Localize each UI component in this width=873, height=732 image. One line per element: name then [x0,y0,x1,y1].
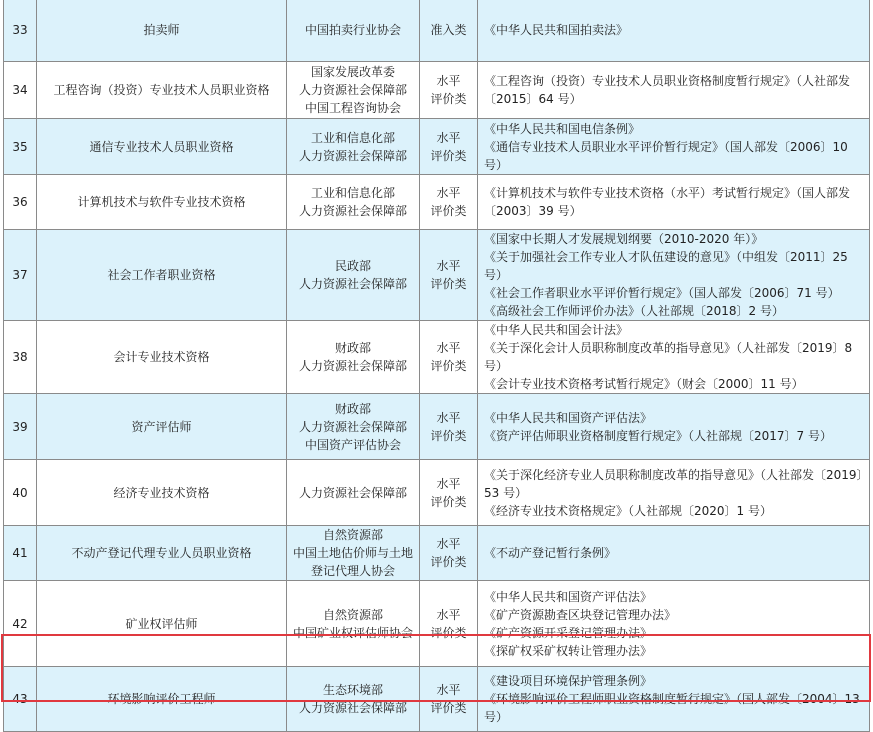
department-line: 自然资源部 [322,607,383,622]
qualification-name-line: 计算机技术与软件专业技术资格 [77,195,246,209]
row-number [4,394,37,460]
legal-basis-line: 《国家中长期人才发展规划纲要（2010-2020 年）》 [484,232,764,246]
row-number-line: 34 [12,83,28,97]
department-line: 人力资源社会保障部 [298,701,407,715]
row-number [4,0,37,62]
department-line: 国家发展改革委 [310,65,395,79]
department-line: 登记代理人协会 [310,564,395,578]
department-line: 中国资产评估协会 [304,437,401,452]
row-number [4,321,37,394]
row-number-line: 40 [12,485,28,500]
row-number [4,667,37,732]
row-number [4,460,37,526]
department-line: 生态环境部 [322,683,383,697]
row-number-line: 42 [12,616,28,631]
department-line: 民政部 [334,259,371,273]
table-row [4,230,870,321]
category-line: 评价类 [430,148,467,163]
legal-basis-line: 《高级社会工作师评价办法》（人社部规〔2018〕2 号） [484,304,784,318]
category-line: 评价类 [430,428,467,443]
row-number [4,230,37,321]
department-line: 中国土地估价师与土地 [292,546,413,560]
table-row [4,321,870,394]
department-line: 自然资源部 [322,528,383,542]
qualification-name-line: 经济专业技术资格 [113,485,210,500]
row-number-line: 37 [12,268,28,282]
category-line: 评价类 [430,204,467,218]
legal-basis [478,230,870,321]
category-line: 水平 [436,74,461,88]
legal-basis [478,0,870,62]
legal-basis-line: 《探矿权采矿权转让管理办法》 [484,643,653,658]
qualification-name-line: 不动产登记代理专业人员职业资格 [71,546,252,560]
qualification-name-line: 社会工作者职业资格 [107,268,216,282]
table-row [4,175,870,230]
legal-basis-line: 《关于加强社会工作专业人才队伍建设的意见》（中组发〔2011〕25 号） [484,250,848,282]
department-line: 中国拍卖行业协会 [304,23,401,37]
row-number [4,119,37,175]
qualification-name-line: 工程咨询（投资）专业技术人员职业资格 [53,83,270,97]
qualification-name-line: 会计专业技术资格 [113,350,210,364]
category-line: 评价类 [430,494,467,509]
category [420,460,478,526]
department [287,62,420,119]
category [420,394,478,460]
row-number-line: 35 [12,139,28,154]
legal-basis-line: 《经济专业技术资格规定》（人社部规〔2020〕1 号） [484,503,772,518]
department [287,581,420,667]
row-number [4,62,37,119]
legal-basis-line: 《矿产资源勘查区块登记管理办法》 [484,607,677,622]
department [287,321,420,394]
qualification-name [37,460,287,526]
qualification-name [37,581,287,667]
table-row [4,62,870,119]
qualification-name [37,321,287,394]
qualification-name [37,62,287,119]
qualification-name [37,667,287,732]
qualification-name [37,394,287,460]
category [420,175,478,230]
category-line: 水平 [436,259,461,273]
department [287,394,420,460]
legal-basis-line: 《中华人民共和国资产评估法》 [484,589,653,604]
legal-basis-line: 《关于深化会计人员职称制度改革的指导意见》（人社部发〔2019〕8 号） [484,341,853,373]
legal-basis-line: 《关于深化经济专业人员职称制度改革的指导意见》（人社部发〔2019〕53 号） [484,467,863,500]
table-row [4,581,870,667]
department-line: 工业和信息化部 [310,186,395,200]
row-number-line: 38 [12,350,28,364]
qualification-name-line: 通信专业技术人员职业资格 [89,139,234,154]
category-line: 评价类 [430,359,467,373]
department [287,667,420,732]
department-line: 人力资源社会保障部 [298,419,407,434]
table-row [4,526,870,581]
legal-basis-line: 《中华人民共和国资产评估法》 [484,410,653,425]
department-line: 中国矿业权评估师协会 [292,625,413,640]
category-line: 准入类 [430,23,467,37]
legal-basis-line: 《会计专业技术资格考试暂行规定》（财会〔2000〕11 号） [484,377,804,391]
legal-basis [478,62,870,119]
department-line: 人力资源社会保障部 [298,359,407,373]
legal-basis [478,175,870,230]
legal-basis [478,321,870,394]
legal-basis-line: 《资产评估师职业资格制度暂行规定》（人社部规〔2017〕7 号） [484,428,832,443]
department-line: 人力资源社会保障部 [298,148,407,163]
category-line: 水平 [436,186,461,200]
row-number [4,175,37,230]
row-number-line: 36 [12,195,28,209]
legal-basis [478,526,870,581]
qualification-name-line: 矿业权评估师 [125,616,198,631]
legal-basis-line: 《通信专业技术人员职业水平评价暂行规定》（国人部发〔2006〕10 号） [484,139,848,172]
category-line: 水平 [436,130,461,145]
department-line: 人力资源社会保障部 [298,277,407,291]
legal-basis-line: 《中华人民共和国会计法》 [484,323,629,337]
category-line: 水平 [436,607,461,622]
legal-basis-line: 《环境影响评价工程师职业资格制度暂行规定》（国人部发〔2004〕13 号） [484,692,860,724]
department [287,175,420,230]
category-line: 水平 [436,341,461,355]
category [420,0,478,62]
legal-basis [478,394,870,460]
category-line: 评价类 [430,277,467,291]
category-line: 评价类 [430,555,467,569]
department-line: 人力资源社会保障部 [298,83,407,97]
category [420,119,478,175]
department-line: 工业和信息化部 [310,130,395,145]
category [420,62,478,119]
row-number-line: 41 [12,546,28,560]
qualification-name [37,0,287,62]
qualification-name-line: 环境影响评价工程师 [107,692,216,706]
legal-basis-line: 《不动产登记暂行条例》 [484,546,617,560]
table-row [4,394,870,460]
qualification-name-line: 资产评估师 [131,419,192,434]
category-line: 评价类 [430,92,467,106]
department [287,526,420,581]
category [420,667,478,732]
category-line: 水平 [436,537,461,551]
qualification-name [37,119,287,175]
table-row [4,0,870,62]
department [287,460,420,526]
category-line: 水平 [436,476,461,491]
department-line: 人力资源社会保障部 [298,485,407,500]
department-line: 人力资源社会保障部 [298,204,407,218]
category-line: 水平 [436,410,461,425]
category-line: 评价类 [430,625,467,640]
table-row [4,460,870,526]
qualification-table [3,0,870,732]
legal-basis [478,460,870,526]
row-number [4,526,37,581]
legal-basis [478,119,870,175]
legal-basis-line: 《建设项目环境保护管理条例》 [484,674,653,688]
row-number-line: 39 [12,419,28,434]
legal-basis-line: 《计算机技术与软件专业技术资格（水平）考试暂行规定》（国人部发〔2003〕39 号） [484,186,851,218]
table-row [4,667,870,732]
legal-basis-line: 《中华人民共和国拍卖法》 [484,23,629,37]
legal-basis-line: 《中华人民共和国电信条例》 [484,121,641,136]
qualification-name [37,175,287,230]
qualification-name [37,230,287,321]
category-line: 评价类 [430,701,467,715]
department [287,230,420,321]
row-number-line: 33 [12,23,28,37]
department-line: 财政部 [334,341,371,355]
row-number-line: 43 [12,692,28,706]
department [287,119,420,175]
category [420,230,478,321]
legal-basis-line: 《工程咨询（投资）专业技术人员职业资格制度暂行规定》（人社部发〔2015〕64 号） [484,74,851,106]
department-line: 财政部 [334,401,371,416]
qualification-name-line: 拍卖师 [143,23,180,37]
category-line: 水平 [436,683,461,697]
legal-basis-line: 《社会工作者职业水平评价暂行规定》（国人部发〔2006〕71 号） [484,286,840,300]
legal-basis [478,667,870,732]
table-row [4,119,870,175]
legal-basis-line: 《矿产资源开采登记管理办法》 [484,625,653,640]
category [420,526,478,581]
row-number [4,581,37,667]
legal-basis [478,581,870,667]
department [287,0,420,62]
category [420,321,478,394]
department-line: 中国工程咨询协会 [304,101,401,115]
qualification-name [37,526,287,581]
category [420,581,478,667]
